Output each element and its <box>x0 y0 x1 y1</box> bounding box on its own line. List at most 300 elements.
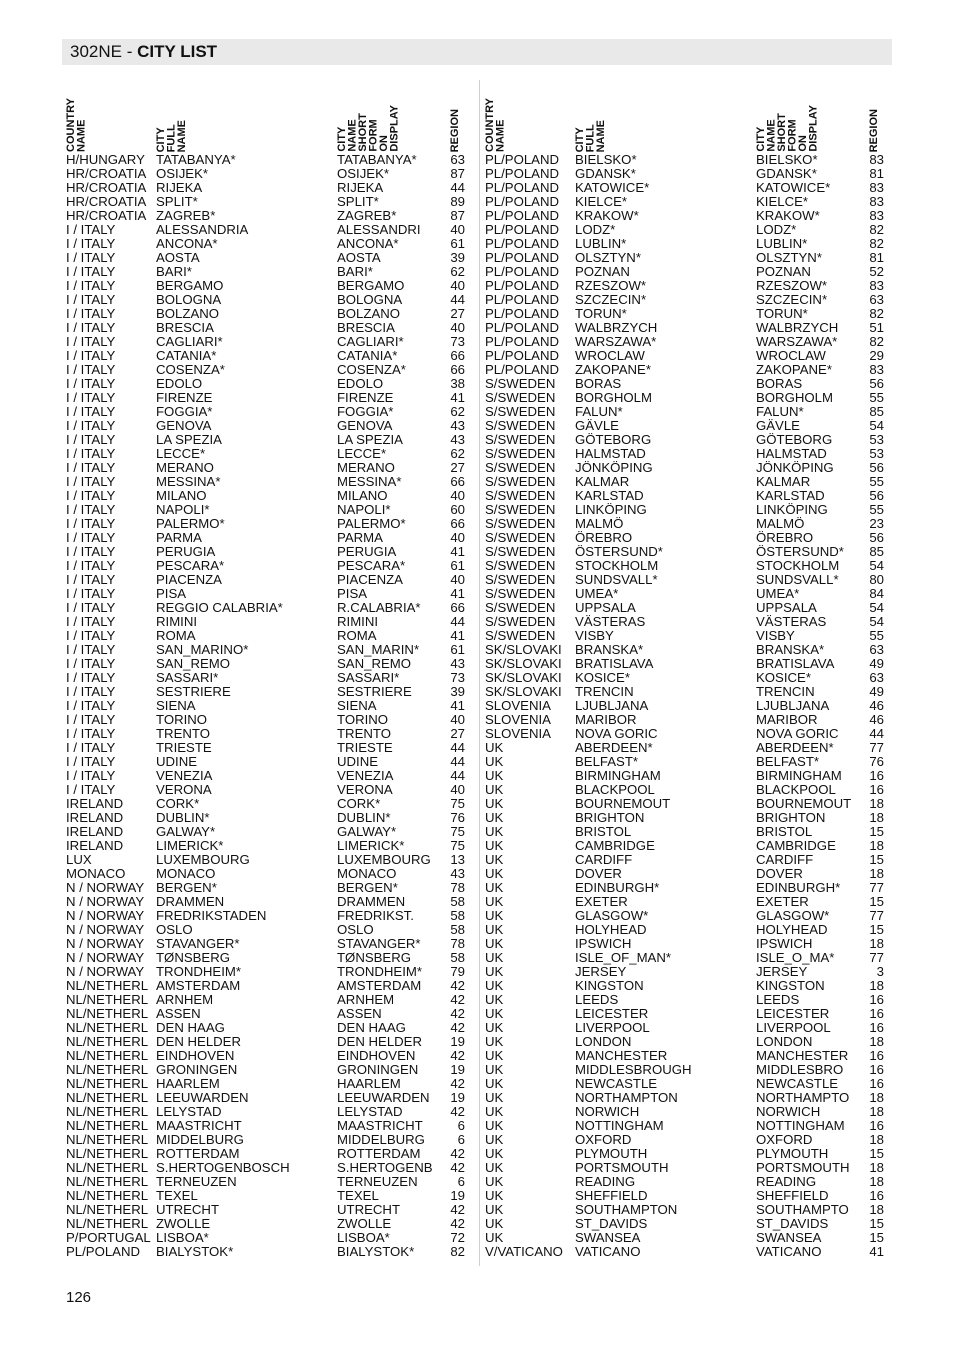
city-short-cell: LA SPEZIA <box>337 432 403 447</box>
city-full-cell: NORWICH <box>575 1104 640 1119</box>
city-full-cell: ST_DAVIDS <box>575 1216 648 1231</box>
city-full-cell: VERONA <box>156 782 212 797</box>
city-full-cell: LUXEMBOURG <box>156 852 250 867</box>
region-cell: 15 <box>869 824 884 839</box>
country-cell: UK <box>485 964 504 979</box>
country-cell: I / ITALY <box>66 432 116 447</box>
city-full-cell: BRATISLAVA <box>575 656 654 671</box>
city-full-cell: BERGEN* <box>156 880 217 895</box>
country-cell: S/SWEDEN <box>485 460 556 475</box>
country-cell: S/SWEDEN <box>485 544 556 559</box>
city-short-cell: LODZ* <box>756 222 797 237</box>
city-short-cell: S.HERTOGENB <box>337 1160 433 1175</box>
city-short-cell: STAVANGER* <box>337 936 421 951</box>
city-short-cell: STOCKHOLM <box>756 558 840 573</box>
country-cell: UK <box>485 1090 504 1105</box>
city-full-cell: ROTTERDAM <box>156 1146 240 1161</box>
city-short-cell: TØNSBERG <box>337 950 412 965</box>
region-cell: 73 <box>450 334 465 349</box>
city-full-cell: DOVER <box>575 866 622 881</box>
city-short-cell: MANCHESTER <box>756 1048 849 1063</box>
city-short-cell: PARMA <box>337 530 383 545</box>
region-cell: 62 <box>450 404 465 419</box>
country-cell: I / ITALY <box>66 544 116 559</box>
city-full-cell: LELYSTAD <box>156 1104 222 1119</box>
country-cell: SK/SLOVAKI <box>485 670 562 685</box>
city-full-cell: WARSZAWA* <box>575 334 657 349</box>
city-full-cell: EDINBURGH* <box>575 880 660 895</box>
city-short-cell: HALMSTAD <box>756 446 827 461</box>
country-cell: PL/POLAND <box>485 264 560 279</box>
region-cell: 19 <box>450 1034 465 1049</box>
city-full-cell: UPPSALA <box>575 600 636 615</box>
city-short-cell: BORGHOLM <box>756 390 833 405</box>
city-short-cell: KARLSTAD <box>756 488 825 503</box>
city-short-cell: JERSEY <box>756 964 808 979</box>
city-short-cell: LIVERPOOL <box>756 1020 831 1035</box>
city-short-cell: BOURNEMOUT <box>756 796 852 811</box>
city-short-cell: GÖTEBORG <box>756 432 833 447</box>
country-cell: NL/NETHERL <box>66 1034 149 1049</box>
country-cell: UK <box>485 740 504 755</box>
city-short-cell: SIENA <box>337 698 377 713</box>
region-cell: 18 <box>869 796 884 811</box>
country-cell: UK <box>485 1230 504 1245</box>
region-cell: 18 <box>869 1090 884 1105</box>
country-cell: PL/POLAND <box>485 362 560 377</box>
city-full-cell: GRONINGEN <box>156 1062 238 1077</box>
country-cell: UK <box>485 1062 504 1077</box>
region-cell: 63 <box>869 642 884 657</box>
city-full-cell: CATANIA* <box>156 348 217 363</box>
country-cell: UK <box>485 1104 504 1119</box>
city-full-cell: LISBOA* <box>156 1230 209 1245</box>
country-cell: UK <box>485 894 504 909</box>
city-full-cell: BORAS <box>575 376 622 391</box>
city-full-cell: PISA <box>156 586 187 601</box>
city-short-cell: PORTSMOUTH <box>756 1160 850 1175</box>
city-short-cell: WALBRZYCH <box>756 320 839 335</box>
city-full-cell: KATOWICE* <box>575 180 650 195</box>
country-cell: IRELAND <box>66 824 124 839</box>
country-cell: UK <box>485 978 504 993</box>
document-title: CITY LIST <box>137 42 218 61</box>
region-cell: 40 <box>450 320 465 335</box>
city-short-cell: WROCLAW <box>756 348 826 363</box>
city-short-cell: ANCONA* <box>337 236 399 251</box>
country-cell: I / ITALY <box>66 390 116 405</box>
country-cell: I / ITALY <box>66 768 116 783</box>
region-cell: 16 <box>869 1006 884 1021</box>
city-short-cell: BERGEN* <box>337 880 398 895</box>
city-short-cell: LONDON <box>756 1034 813 1049</box>
region-cell: 46 <box>869 712 884 727</box>
region-cell: 40 <box>450 222 465 237</box>
city-short-cell: PISA <box>337 586 368 601</box>
country-cell: IRELAND <box>66 810 124 825</box>
city-full-cell: SHEFFIELD <box>575 1188 648 1203</box>
region-cell: 82 <box>450 1244 465 1259</box>
country-cell: I / ITALY <box>66 628 116 643</box>
country-cell: NL/NETHERL <box>66 1048 149 1063</box>
region-cell: 40 <box>450 572 465 587</box>
region-cell: 27 <box>450 306 465 321</box>
city-full-cell: ZAGREB* <box>156 208 216 223</box>
country-cell: UK <box>485 754 504 769</box>
region-cell: 52 <box>869 264 884 279</box>
region-cell: 19 <box>450 1090 465 1105</box>
country-cell: S/SWEDEN <box>485 404 556 419</box>
city-short-cell: BELFAST* <box>756 754 820 769</box>
city-full-cell: KRAKOW* <box>575 208 639 223</box>
city-short-cell: NOVA GORIC <box>756 726 839 741</box>
country-cell: N / NORWAY <box>66 922 145 937</box>
country-cell: UK <box>485 824 504 839</box>
country-cell: N / NORWAY <box>66 950 145 965</box>
region-cell: 84 <box>869 586 884 601</box>
city-short-cell: HAARLEM <box>337 1076 401 1091</box>
country-cell: S/SWEDEN <box>485 516 556 531</box>
country-cell: SLOVENIA <box>485 726 551 741</box>
region-cell: 42 <box>450 1216 465 1231</box>
region-cell: 51 <box>869 320 884 335</box>
city-short-cell: DEN HAAG <box>337 1020 406 1035</box>
country-cell: I / ITALY <box>66 670 116 685</box>
city-full-cell: KARLSTAD <box>575 488 644 503</box>
city-full-cell: NOTTINGHAM <box>575 1118 664 1133</box>
country-cell: S/SWEDEN <box>485 600 556 615</box>
region-cell: 29 <box>869 348 884 363</box>
region-cell: 55 <box>869 390 884 405</box>
country-cell: I / ITALY <box>66 558 116 573</box>
city-full-cell: BRANSKA* <box>575 642 644 657</box>
city-full-cell: CORK* <box>156 796 200 811</box>
country-cell: PL/POLAND <box>485 222 560 237</box>
region-cell: 83 <box>869 180 884 195</box>
city-short-cell: DRAMMEN <box>337 894 406 909</box>
region-cell: 18 <box>869 1174 884 1189</box>
country-cell: UK <box>485 768 504 783</box>
city-full-cell: MESSINA* <box>156 474 221 489</box>
city-short-cell: GÄVLE <box>756 418 800 433</box>
region-cell: 77 <box>869 740 884 755</box>
city-full-cell: MALMÖ <box>575 516 624 531</box>
city-full-cell: COSENZA* <box>156 362 225 377</box>
city-full-cell: SWANSEA <box>575 1230 641 1245</box>
city-full-cell: NORTHAMPTON <box>575 1090 678 1105</box>
city-full-cell: GALWAY* <box>156 824 216 839</box>
country-cell: NL/NETHERL <box>66 992 149 1007</box>
region-cell: 16 <box>869 1048 884 1063</box>
region-cell: 16 <box>869 782 884 797</box>
region-cell: 63 <box>450 152 465 167</box>
city-full-cell: TATABANYA* <box>156 152 236 167</box>
city-full-cell: OSIJEK* <box>156 166 209 181</box>
city-full-cell: KALMAR <box>575 474 630 489</box>
country-cell: I / ITALY <box>66 362 116 377</box>
region-cell: 42 <box>450 1006 465 1021</box>
country-cell: IRELAND <box>66 838 124 853</box>
region-cell: 58 <box>450 950 465 965</box>
region-cell: 42 <box>450 1048 465 1063</box>
city-full-cell: HOLYHEAD <box>575 922 647 937</box>
city-short-cell: FREDRIKST. <box>337 908 414 923</box>
city-short-cell: MARIBOR <box>756 712 818 727</box>
country-cell: UK <box>485 1188 504 1203</box>
city-short-cell: COSENZA* <box>337 362 406 377</box>
region-cell: 42 <box>450 1104 465 1119</box>
city-full-cell: PALERMO* <box>156 516 225 531</box>
region-cell: 41 <box>450 390 465 405</box>
country-cell: I / ITALY <box>66 250 116 265</box>
city-short-cell: DOVER <box>756 866 803 881</box>
country-cell: UK <box>485 1020 504 1035</box>
city-short-cell: BRIGHTON <box>756 810 826 825</box>
city-short-cell: GLASGOW* <box>756 908 830 923</box>
country-cell: NL/NETHERL <box>66 1202 149 1217</box>
country-cell: S/SWEDEN <box>485 488 556 503</box>
city-full-cell: SESTRIERE <box>156 684 231 699</box>
city-short-cell: NOTTINGHAM <box>756 1118 845 1133</box>
country-cell: NL/NETHERL <box>66 1104 149 1119</box>
city-full-cell: MILANO <box>156 488 207 503</box>
country-cell: I / ITALY <box>66 320 116 335</box>
country-cell: I / ITALY <box>66 222 116 237</box>
region-cell: 66 <box>450 348 465 363</box>
city-full-cell: RZESZOW* <box>575 278 647 293</box>
city-short-cell: LINKÖPING <box>756 502 828 517</box>
country-cell: SLOVENIA <box>485 712 551 727</box>
region-cell: 41 <box>450 698 465 713</box>
city-short-cell: KOSICE* <box>756 670 811 685</box>
region-cell: 41 <box>450 628 465 643</box>
country-cell: UK <box>485 880 504 895</box>
region-cell: 80 <box>869 572 884 587</box>
region-cell: 77 <box>869 950 884 965</box>
city-short-cell: BIELSKO* <box>756 152 818 167</box>
region-cell: 40 <box>450 712 465 727</box>
region-cell: 41 <box>450 586 465 601</box>
country-cell: UK <box>485 1048 504 1063</box>
city-full-cell: LUBLIN* <box>575 236 627 251</box>
city-full-cell: KIELCE* <box>575 194 628 209</box>
city-full-cell: LIMERICK* <box>156 838 224 853</box>
country-cell: NL/NETHERL <box>66 1174 149 1189</box>
country-cell: UK <box>485 796 504 811</box>
city-full-cell: LEICESTER <box>575 1006 649 1021</box>
city-full-cell: BIELSKO* <box>575 152 637 167</box>
city-full-cell: UDINE <box>156 754 198 769</box>
city-full-cell: OXFORD <box>575 1132 632 1147</box>
city-short-cell: TRONDHEIM* <box>337 964 422 979</box>
region-cell: 61 <box>450 558 465 573</box>
country-cell: N / NORWAY <box>66 880 145 895</box>
region-cell: 15 <box>869 852 884 867</box>
city-full-cell: MIDDLESBROUGH <box>575 1062 692 1077</box>
city-full-cell: TEXEL <box>156 1188 198 1203</box>
city-short-cell: ZWOLLE <box>337 1216 392 1231</box>
country-cell: UK <box>485 866 504 881</box>
city-full-cell: PARMA <box>156 530 202 545</box>
city-full-cell: EXETER <box>575 894 628 909</box>
city-short-cell: NORTHAMPTO <box>756 1090 850 1105</box>
country-cell: UK <box>485 1076 504 1091</box>
country-cell: I / ITALY <box>66 642 116 657</box>
city-full-cell: PERUGIA <box>156 544 216 559</box>
country-cell: NL/NETHERL <box>66 1132 149 1147</box>
city-short-cell: LUBLIN* <box>756 236 808 251</box>
city-short-cell: LJUBLJANA <box>756 698 830 713</box>
city-full-cell: MIDDELBURG <box>156 1132 244 1147</box>
title-bar <box>62 39 892 65</box>
city-full-cell: ÖREBRO <box>575 530 633 545</box>
region-cell: 56 <box>869 530 884 545</box>
country-cell: UK <box>485 922 504 937</box>
country-cell: S/SWEDEN <box>485 558 556 573</box>
city-full-cell: TORINO <box>156 712 208 727</box>
country-cell: S/SWEDEN <box>485 418 556 433</box>
city-full-cell: GÖTEBORG <box>575 432 652 447</box>
city-full-cell: VENEZIA <box>156 768 213 783</box>
city-short-cell: RZESZOW* <box>756 278 828 293</box>
city-full-cell: PLYMOUTH <box>575 1146 648 1161</box>
country-cell: I / ITALY <box>66 460 116 475</box>
document-code: 302NE - <box>70 42 138 61</box>
city-full-cell: GDANSK* <box>575 166 636 181</box>
region-cell: 81 <box>869 250 884 265</box>
city-full-cell: BIRMINGHAM <box>575 768 661 783</box>
city-full-cell: READING <box>575 1174 636 1189</box>
region-cell: 6 <box>457 1118 465 1133</box>
region-cell: 38 <box>450 376 465 391</box>
country-cell: S/SWEDEN <box>485 530 556 545</box>
region-cell: 18 <box>869 1160 884 1175</box>
country-cell: S/SWEDEN <box>485 628 556 643</box>
region-cell: 82 <box>869 222 884 237</box>
city-short-cell: SWANSEA <box>756 1230 822 1245</box>
country-cell: PL/POLAND <box>485 166 560 181</box>
city-short-cell: HOLYHEAD <box>756 922 828 937</box>
country-cell: NL/NETHERL <box>66 1006 149 1021</box>
city-full-cell: SOUTHAMPTON <box>575 1202 678 1217</box>
region-cell: 81 <box>869 166 884 181</box>
country-cell: N / NORWAY <box>66 908 145 923</box>
city-short-cell: UDINE <box>337 754 379 769</box>
region-cell: 16 <box>869 1118 884 1133</box>
city-short-cell: SESTRIERE <box>337 684 412 699</box>
region-cell: 78 <box>450 936 465 951</box>
country-cell: PL/POLAND <box>66 1244 141 1259</box>
city-full-cell: DUBLIN* <box>156 810 210 825</box>
city-short-cell: SPLIT* <box>337 194 379 209</box>
country-cell: I / ITALY <box>66 656 116 671</box>
region-cell: 13 <box>450 852 465 867</box>
region-cell: 76 <box>450 810 465 825</box>
city-full-cell: SAN_REMO <box>156 656 231 671</box>
country-cell: UK <box>485 852 504 867</box>
city-full-cell: ABERDEEN* <box>575 740 653 755</box>
city-full-cell: DEN HELDER <box>156 1034 242 1049</box>
city-short-cell: MONACO <box>337 866 397 881</box>
city-short-cell: LUXEMBOURG <box>337 852 431 867</box>
country-cell: NL/NETHERL <box>66 1188 149 1203</box>
city-short-cell: READING <box>756 1174 817 1189</box>
city-full-cell: TRENCIN <box>575 684 634 699</box>
region-cell: 43 <box>450 418 465 433</box>
region-cell: 83 <box>869 278 884 293</box>
region-cell: 79 <box>450 964 465 979</box>
city-short-cell: GRONINGEN <box>337 1062 419 1077</box>
country-cell: UK <box>485 1132 504 1147</box>
city-full-cell: FREDRIKSTADEN <box>156 908 267 923</box>
city-short-cell: BOLZANO <box>337 306 401 321</box>
city-full-cell: BORGHOLM <box>575 390 652 405</box>
city-full-cell: EINDHOVEN <box>156 1048 235 1063</box>
region-cell: 41 <box>869 1244 884 1259</box>
city-short-cell: MIDDLESBRO <box>756 1062 844 1077</box>
region-cell: 82 <box>869 334 884 349</box>
city-full-cell: SPLIT* <box>156 194 198 209</box>
city-full-cell: CARDIFF <box>575 852 633 867</box>
city-full-cell: ALESSANDRIA <box>156 222 249 237</box>
city-full-cell: BOLZANO <box>156 306 220 321</box>
city-full-cell: HAARLEM <box>156 1076 220 1091</box>
region-cell: 66 <box>450 516 465 531</box>
region-cell: 18 <box>869 978 884 993</box>
city-full-cell: BIALYSTOK* <box>156 1244 234 1259</box>
city-short-cell: FOGGIA* <box>337 404 394 419</box>
region-cell: 43 <box>450 656 465 671</box>
city-short-cell: ISLE_O_MA* <box>756 950 835 965</box>
city-full-cell: LEEDS <box>575 992 619 1007</box>
city-full-cell: VATICANO <box>575 1244 641 1259</box>
city-short-cell: NEWCASTLE <box>756 1076 839 1091</box>
country-cell: S/SWEDEN <box>485 446 556 461</box>
region-cell: 55 <box>869 502 884 517</box>
city-short-cell: ROTTERDAM <box>337 1146 421 1161</box>
city-short-cell: SZCZECIN* <box>756 292 828 307</box>
city-short-cell: LEEDS <box>756 992 800 1007</box>
region-cell: 63 <box>869 292 884 307</box>
city-short-cell: TORUN* <box>756 306 808 321</box>
country-cell: I / ITALY <box>66 698 116 713</box>
city-full-cell: PESCARA* <box>156 558 225 573</box>
region-cell: 66 <box>450 362 465 377</box>
country-cell: S/SWEDEN <box>485 572 556 587</box>
city-full-cell: NOVA GORIC <box>575 726 658 741</box>
region-cell: 85 <box>869 404 884 419</box>
region-cell: 16 <box>869 1062 884 1077</box>
country-cell: PL/POLAND <box>485 306 560 321</box>
city-full-cell: ISLE_OF_MAN* <box>575 950 672 965</box>
country-cell: NL/NETHERL <box>66 1118 149 1133</box>
city-full-cell: SIENA <box>156 698 196 713</box>
city-short-cell: ÖSTERSUND* <box>756 544 844 559</box>
city-short-cell: MILANO <box>337 488 388 503</box>
city-short-cell: WARSZAWA* <box>756 334 838 349</box>
region-cell: 18 <box>869 866 884 881</box>
city-full-cell: BERGAMO <box>156 278 224 293</box>
city-full-cell: TRIESTE <box>156 740 212 755</box>
country-cell: UK <box>485 1216 504 1231</box>
city-short-cell: PERUGIA <box>337 544 397 559</box>
city-short-cell: NORWICH <box>756 1104 821 1119</box>
region-cell: 75 <box>450 838 465 853</box>
city-full-cell: DEN HAAG <box>156 1020 225 1035</box>
country-cell: I / ITALY <box>66 782 116 797</box>
city-full-cell: ZAKOPANE* <box>575 362 651 377</box>
city-full-cell: BRISTOL <box>575 824 632 839</box>
